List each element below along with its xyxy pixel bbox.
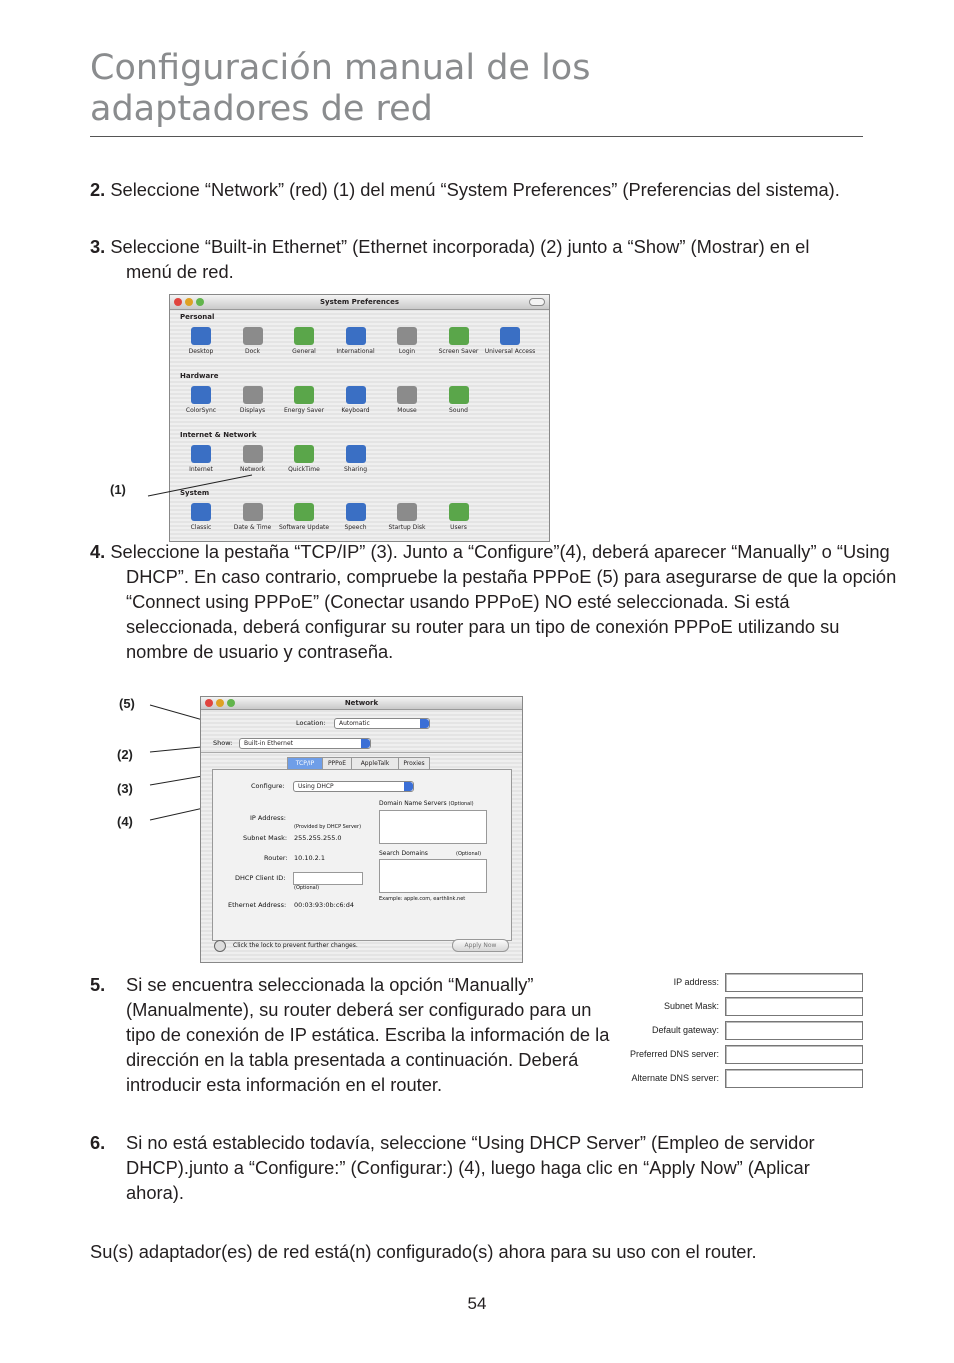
step-4-text: Seleccione la pestaña “TCP/IP” (3). Junto a “Configure”(4), deberá aparecer “Manually” o “Using DHCP”. En caso contrario, compruebe la pestaña PPPoE (5) para asegurarse de que la opción “Connect using PPPoE” (Conectar usando PPPoE) NO esté seleccionada. Si está seleccionada, deberá configurar su router para un tipo de conexión PPPoE utilizando su nombre de usuario y contraseña. [110,541,897,662]
pref-label: Dock [244,348,261,355]
network-titlebar [201,697,522,710]
pref-label: Mouse [397,407,417,414]
subnet-value: 255.255.255.0 [294,834,342,842]
router-value: 10.10.2.1 [294,854,326,862]
search-domains-field[interactable] [379,859,487,893]
close-icon[interactable] [205,699,213,707]
network-tabs [287,757,447,770]
pref-label: ColorSync [185,407,217,414]
dns-label-text: Domain Name Servers [379,800,447,807]
callout-1: (1) [110,482,126,497]
pref-label: Desktop [188,348,214,355]
tab-proxies[interactable]: Proxies [398,757,430,770]
subnet-mask-field[interactable] [725,997,863,1016]
tcpip-panel [212,769,512,941]
pref-label: Energy Saver [283,407,325,414]
pref-label: Startup Disk [388,524,426,531]
dns-optional: (Optional) [448,801,474,807]
step-6-number: 6. [90,1132,106,1153]
lock-icon[interactable] [214,940,226,952]
ip-note: (Provided by DHCP Server) [294,824,362,830]
step-4-number: 4. [90,541,106,562]
search-optional: (Optional) [456,851,482,857]
show-select[interactable]: Built-in Ethernet [239,738,371,749]
network-window [200,696,523,963]
pref-label: Displays [239,407,266,414]
pref-label: Internet [189,466,213,473]
zoom-icon[interactable] [227,699,235,707]
ip-address-field[interactable] [725,973,863,992]
dns-label [379,800,474,808]
pref-label: Software Update [278,524,330,531]
pref-label: Screen Saver [438,348,479,355]
search-label: Search Domains [379,850,428,857]
pref-label: Universal Access [484,348,536,355]
router-label: Router: [264,854,288,862]
ethernet-address-label: Ethernet Address: [228,901,287,909]
alternate-dns-field[interactable] [725,1069,863,1088]
default-gateway-field[interactable] [725,1021,863,1040]
step-5-text: Si se encuentra seleccionada la opción “Manually” (Manualmente), su router deberá ser configurado para un tipo de conexión de IP estática. Escriba la información de la dirección en la tabla presentada a continuación. Deberá introducir esta información en el router. [126,974,610,1095]
tab-pppoe[interactable]: PPPoE [322,757,352,770]
location-label: Location: [296,719,326,727]
pref-label: Network [239,466,266,473]
pref-label: Users [450,524,467,531]
step-6 [90,1130,865,1205]
section-hardware: Hardware [180,372,219,380]
pref-label: General [292,348,316,355]
pref-label: Date & Time [233,524,272,531]
step-5 [90,972,615,1097]
tab-tcp-ip[interactable]: TCP/IP [287,757,323,770]
page-number: 54 [467,1294,487,1313]
ip-label: IP Address: [250,814,286,822]
configure-label: Configure: [251,782,285,790]
ip-address-label: IP address: [673,977,719,987]
ethernet-address-value: 00:03:93:0b:c6:d4 [294,901,354,909]
step-2-text: Seleccione “Network” (red) (1) del menú “System Preferences” (Preferencias del sistema). [110,179,840,200]
pref-label: International [336,348,375,355]
lock-text: Click the lock to prevent further changes. [233,942,358,949]
network-title: Network [344,699,379,707]
show-label: Show: [213,739,233,747]
preferred-dns-label: Preferred DNS server: [629,1049,719,1059]
dns-field[interactable] [379,810,487,844]
section-internet: Internet & Network [180,431,257,439]
pref-label: Sound [449,407,468,414]
callout-5: (5) [119,696,135,711]
step-6-text: Si no está establecido todavía, seleccione “Using DHCP Server” (Empleo de servidor DHCP).junto a “Configure:” (Configurar:) (4), luego haga clic en “Apply Now” (Aplicar ahora). [126,1132,815,1203]
section-system: System [180,489,210,497]
pref-label: QuickTime [288,466,320,473]
pref-label: Classic [190,524,212,531]
tab-appletalk[interactable]: AppleTalk [351,757,399,770]
configure-select[interactable]: Using DHCP [293,781,414,792]
separator [201,752,522,753]
callout-1-line [148,475,252,496]
location-select[interactable]: Automatic [334,718,430,729]
title-line-2: adaptadores de red [90,89,433,129]
callout-4: (4) [117,814,133,829]
callout-2: (2) [117,747,133,762]
closing-text: Su(s) adaptador(es) de red está(n) configurado(s) ahora para su uso con el router. [90,1241,757,1262]
step-2-number: 2. [90,179,106,200]
subnet-mask-label: Subnet Mask: [663,1001,719,1011]
default-gateway-label: Default gateway: [651,1025,719,1035]
alternate-dns-label: Alternate DNS server: [631,1073,719,1083]
subnet-label: Subnet Mask: [243,834,288,842]
preferred-dns-field[interactable] [725,1045,863,1064]
minimize-icon[interactable] [216,699,224,707]
step-3-text: Seleccione “Built-in Ethernet” (Ethernet incorporada) (2) junto a “Show” (Mostrar) en el menú de red. [110,236,810,282]
pref-label: Keyboard [341,407,370,414]
pref-label: Speech [344,524,367,531]
callout-3: (3) [117,781,133,796]
step-3-number: 3. [90,236,106,257]
client-id-label: DHCP Client ID: [235,874,286,882]
pref-label: Login [398,348,416,355]
title-line-1: Configuración manual de los [90,48,591,88]
apply-now-button[interactable]: Apply Now [452,939,509,952]
section-personal: Personal [180,313,215,321]
sysprefs-title: System Preferences [320,298,399,306]
pref-label: Sharing [343,466,368,473]
step-4 [90,539,901,664]
client-optional: (Optional) [294,885,320,891]
step-5-number: 5. [90,974,106,995]
search-example: Example: apple.com, earthlink.net [379,896,466,902]
